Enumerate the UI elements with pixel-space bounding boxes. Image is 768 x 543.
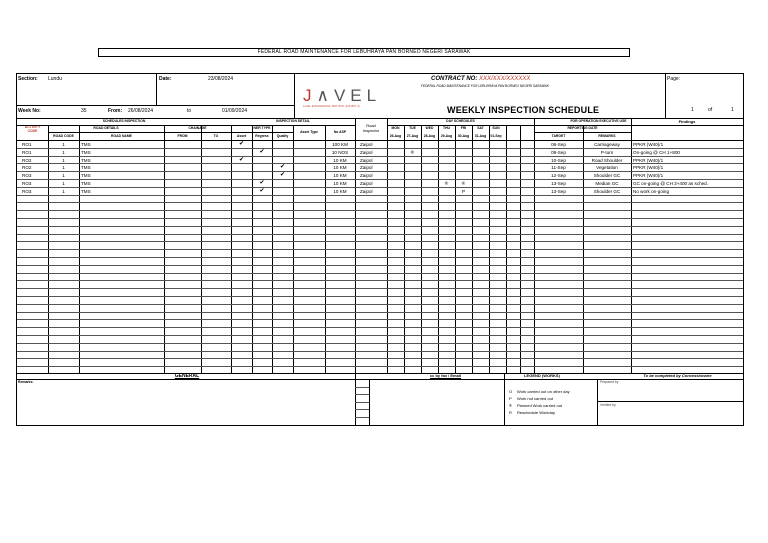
header-remarks: REMARKS xyxy=(598,134,616,138)
day-header-date: 26-Aug xyxy=(389,134,402,138)
no-asp: 10 NOS xyxy=(331,149,349,155)
regress-check: ✔ xyxy=(259,180,265,186)
legend-item xyxy=(509,402,599,409)
day-header-name: THU xyxy=(443,126,450,130)
header-findings: Findings xyxy=(678,119,696,124)
remarks-text: Vegetation xyxy=(596,165,618,171)
verified-label: Verified by xyxy=(600,403,616,407)
inspector-name: Zaipol xyxy=(360,165,373,171)
legend-symbol: ® xyxy=(509,403,512,408)
no-asp: 10 KM xyxy=(333,181,347,186)
header-asset: Asset xyxy=(236,134,247,138)
section-label: Section: xyxy=(18,76,38,82)
week-label: Week No: xyxy=(18,108,41,114)
day-header-name: WED xyxy=(425,126,434,130)
quality-check: ✔ xyxy=(279,164,286,171)
logo-wordmark: J∧VEL xyxy=(303,86,382,105)
no-asp: 10 KM xyxy=(333,165,347,171)
legend-text: Planned Work carried out xyxy=(517,403,563,408)
legend-text: Reschedule Workday xyxy=(517,410,555,415)
no-asp: 100 KM xyxy=(332,142,348,147)
remarks-text: Median GC xyxy=(595,181,619,186)
activity-code: RO3 xyxy=(22,181,32,186)
road-name: TMS xyxy=(81,173,91,179)
date-label: Date: xyxy=(159,76,172,82)
footer-legend-title: LEGEND (WORKS) xyxy=(524,373,560,378)
page-total: 1 xyxy=(731,107,734,113)
legend-symbol: O xyxy=(509,389,513,394)
date-value: 23/08/2024 xyxy=(208,76,234,82)
remarks-label: Remarks: xyxy=(18,380,34,384)
road-code: 1 xyxy=(62,173,65,179)
section-value: Lundu xyxy=(48,76,62,82)
remarks-text: Carriageway xyxy=(594,142,620,147)
inspector-name: Zaipol xyxy=(360,181,373,186)
remarks-text: P-turn xyxy=(600,149,614,155)
inspector-name: Zaipol xyxy=(360,188,373,194)
road-name: TMS xyxy=(81,165,91,171)
remarks-text: Shoulder GC xyxy=(593,188,621,194)
sheet-header xyxy=(17,74,743,118)
road-code: 1 xyxy=(62,165,65,171)
inspection-sheet xyxy=(16,73,744,426)
asset-check: ✔ xyxy=(238,156,245,163)
schedule-title: WEEKLY INSPECTION SCHEDULE xyxy=(447,105,600,115)
legend-symbol: R xyxy=(509,410,512,415)
document-title: FEDERAL ROAD MAINTENANCE FOR LEBUHRAYA PAN BORNEO NEGERI SARAWAK xyxy=(98,48,630,57)
regress-check: ✔ xyxy=(259,148,265,155)
activity-code: RO3 xyxy=(22,173,32,179)
day-header-name: MON xyxy=(391,126,400,130)
road-code: 1 xyxy=(62,142,65,147)
from-value: 26/08/2024 xyxy=(128,108,154,114)
legend-text: Work carried out on other day xyxy=(517,389,570,394)
legend-item xyxy=(509,409,599,416)
day-mark: ® xyxy=(444,181,449,186)
road-name: TMS xyxy=(81,188,91,194)
footer-cc: cc by fax / Email xyxy=(429,373,462,378)
road-code: 1 xyxy=(62,181,65,186)
day-mark: ® xyxy=(410,149,415,155)
header-road-name: ROAD NAME xyxy=(111,134,132,138)
contract-value: XXX/XXX/XXXXXX xyxy=(479,76,531,82)
inspector-name: Zaipol xyxy=(360,142,373,147)
findings-text: On-going @ CH 1+800 xyxy=(633,149,680,155)
header-ner-type: NER TYPE xyxy=(253,126,271,130)
findings-text: PPKR (W40)/1 xyxy=(633,173,664,179)
contract-number xyxy=(431,76,530,82)
findings-text: PPKR (W40)/1 xyxy=(633,142,664,147)
quality-check: ✔ xyxy=(279,172,286,179)
contract-subtitle: FEDERAL ROAD MAINTENANCE FOR LEBUHRAYA PAN BORNEO NEGERI SARAWAK xyxy=(421,84,549,88)
day-mark: ® xyxy=(461,181,466,186)
road-name: TMS xyxy=(81,157,91,163)
legend-item xyxy=(509,395,599,402)
footer-completed-by: To be completed by Concessionaire xyxy=(643,373,712,378)
header-chainage: CHAINAGE xyxy=(188,126,207,130)
remarks-text: Road Shoulder xyxy=(591,157,623,163)
inspector-name: Zaipol xyxy=(360,173,373,179)
contract-label: CONTRACT NO: xyxy=(431,76,478,82)
logo-tagline: JAVEL ENGINEERING SDN BHD (1234567-X) xyxy=(303,105,361,108)
day-header-date: 01-Sep xyxy=(490,134,502,138)
header-activity-code: ACTIVITY CODE xyxy=(24,125,41,133)
legend-list xyxy=(509,388,599,416)
activity-code: RO2 xyxy=(22,165,32,171)
header-scheduled-inspection: SCHEDULES INSPECTION xyxy=(102,119,146,123)
target-date: 09-Sep xyxy=(551,149,566,155)
no-asp: 10 KM xyxy=(333,157,347,163)
findings-text: GC on-going @ CH 3+400 as sched. xyxy=(633,181,709,186)
activity-code: RO1 xyxy=(22,149,32,155)
target-date: 12-Sep xyxy=(551,173,566,179)
road-code: 1 xyxy=(62,149,65,155)
day-header-name: SUN xyxy=(492,126,500,130)
findings-text: PPKR (W40)/1 xyxy=(633,165,664,171)
header-from: FROM xyxy=(177,134,188,138)
day-mark: P xyxy=(461,188,466,194)
header-quality: Quality xyxy=(276,134,289,138)
to-value: 01/09/2024 xyxy=(222,108,248,114)
day-header-date: 31-Aug xyxy=(474,134,487,138)
road-name: TMS xyxy=(81,181,91,186)
footer-general: GENERAL xyxy=(174,373,200,379)
header-road-code: ROAD CODE xyxy=(53,134,74,138)
road-name: TMS xyxy=(81,149,91,155)
day-header-date: 30-Aug xyxy=(457,134,470,138)
road-code: 1 xyxy=(62,188,65,194)
page-label: Page: xyxy=(667,76,681,82)
day-header-date: 27-Aug xyxy=(406,134,419,138)
activity-code: RO2 xyxy=(22,157,32,163)
remarks-text: Shoulder GC xyxy=(593,173,621,179)
header-no-asp: No ASP xyxy=(333,130,347,134)
header-reporting-date: REPORTING DATE xyxy=(567,126,598,130)
findings-text: PPKR (W40)/1 xyxy=(633,157,664,163)
header-regress: Regress xyxy=(255,134,269,138)
header-day-schedules: DAY SCHEDULES xyxy=(446,119,475,123)
activity-code: RO3 xyxy=(22,188,32,194)
day-header-date: 28-Aug xyxy=(423,134,436,138)
target-date: 13-Sep xyxy=(551,181,566,186)
findings-text: No work on-going xyxy=(633,188,670,194)
header-road-details: ROAD DETAILS xyxy=(93,126,119,130)
day-header-date: 29-Aug xyxy=(440,134,453,138)
regress-check: ✔ xyxy=(259,187,265,194)
activity-code: RO1 xyxy=(22,142,32,147)
prepared-label: Prepared by xyxy=(600,380,619,384)
target-date: 06-Sep xyxy=(551,142,566,147)
inspector-name: Zaipol xyxy=(360,157,373,163)
target-date: 11-Sep xyxy=(551,165,566,171)
header-to: TO xyxy=(213,134,219,138)
legend-text: Work not carried out xyxy=(517,396,553,401)
week-value: 35 xyxy=(81,108,87,114)
road-code: 1 xyxy=(62,157,65,163)
inspector-name: Zaipol xyxy=(360,149,373,155)
company-logo xyxy=(303,86,382,108)
page-number: 1 xyxy=(691,107,694,113)
header-exec-use: FOR OPERATION EXECUTIVE USE xyxy=(570,119,627,123)
asset-check: ✔ xyxy=(238,141,245,147)
header-inspection-detail: INSPECTION DETAIL xyxy=(276,119,310,123)
from-label: From: xyxy=(108,108,123,114)
no-asp: 10 KM xyxy=(333,173,347,179)
legend-item xyxy=(509,388,599,395)
no-asp: 10 KM xyxy=(333,188,347,194)
legend-symbol: P xyxy=(509,396,512,401)
road-name: TMS xyxy=(81,142,91,147)
to-label: to xyxy=(187,108,192,114)
day-header-name: FRI xyxy=(460,126,467,130)
page-of: of xyxy=(708,107,713,113)
header-asset-type: Asset Type xyxy=(300,130,318,134)
day-header-name: SAT xyxy=(477,126,484,130)
header-target: TARGET xyxy=(551,134,566,138)
day-header-name: TUE xyxy=(409,126,416,130)
target-date: 10-Sep xyxy=(551,157,566,163)
target-date: 13-Sep xyxy=(551,188,566,194)
header-road-inspector: Road Inspector xyxy=(362,123,380,133)
